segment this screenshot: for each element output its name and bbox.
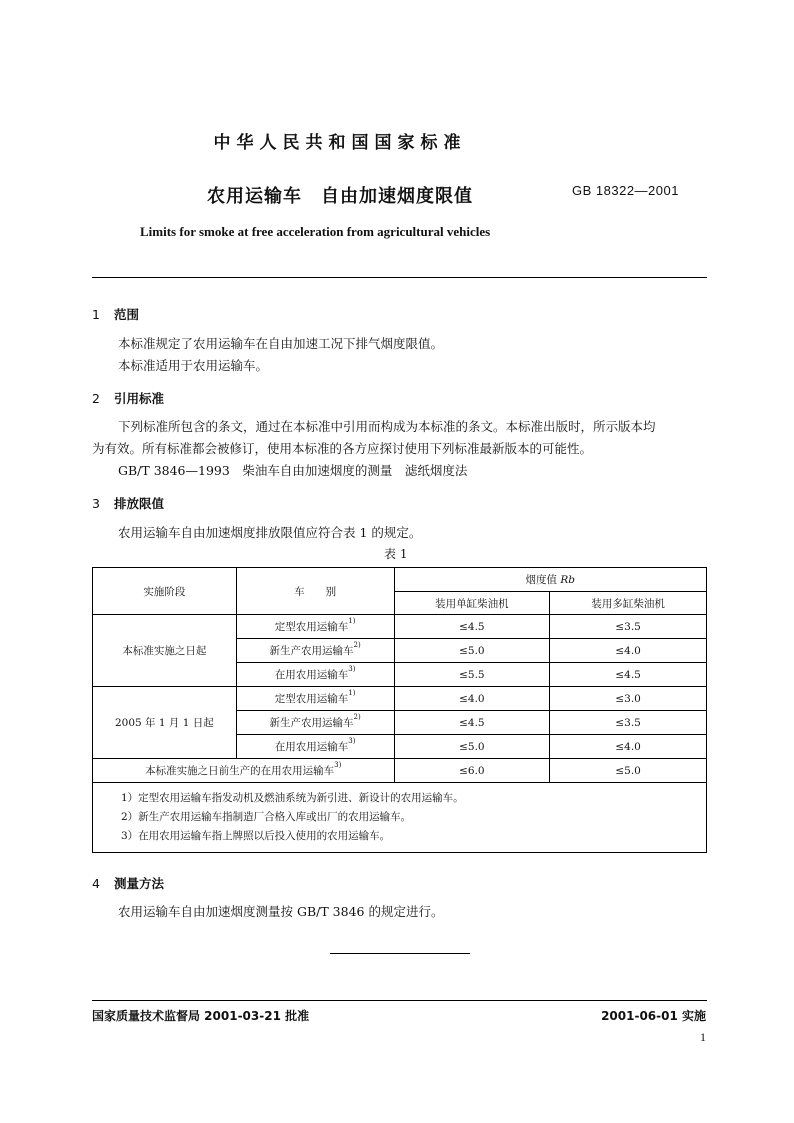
vehicle-label: 定型农用运输车 [274, 693, 349, 705]
section-4-heading [92, 874, 164, 892]
footnote-ref: 1) [348, 689, 356, 697]
end-rule [330, 953, 470, 954]
vehicle-label: 定型农用运输车 [274, 621, 349, 633]
vehicle-cell [236, 639, 394, 663]
multi-value: ≤3.5 [550, 711, 707, 735]
multi-value: ≤5.0 [550, 759, 707, 783]
vehicle-cell [236, 615, 394, 639]
section-title: 范围 [114, 307, 140, 322]
table-note: 1）定型农用运输车指发动机及燃油系统为新引进、新设计的农用运输车。 [121, 792, 464, 804]
section-2-heading [92, 389, 164, 407]
footnote-ref: 1) [348, 617, 356, 625]
section-1-paragraph-2: 本标准适用于农用运输车。 [118, 358, 269, 373]
vehicle-cell [236, 711, 394, 735]
header-smoke-value [394, 568, 707, 592]
section-2-paragraph-line-1: 下列标准所包含的条文，通过在本标准中引用而构成为本标准的条文。本标准出版时，所示版本均 [118, 419, 656, 434]
section-title: 排放限值 [114, 496, 165, 511]
approval-info: 国家质量技术监督局 2001-03-21 批准 [92, 1009, 310, 1023]
single-value: ≤4.0 [394, 687, 550, 711]
section-number: 1 [92, 307, 100, 322]
section-number: 4 [92, 876, 100, 891]
english-title: Limits for smoke at free acceleration from agricultural vehicles [140, 224, 491, 239]
vehicle-cell [236, 663, 394, 687]
stage-cell: 本标准实施之日起 [93, 615, 237, 687]
national-standard-heading: 中华人民共和国国家标准 [213, 133, 467, 153]
vehicle-label: 在用农用运输车 [274, 741, 349, 753]
pre-standard-vehicle-cell [93, 759, 395, 783]
page-number: 1 [700, 1030, 706, 1044]
footnote-ref: 3) [334, 761, 342, 769]
header-stage: 实施阶段 [93, 568, 237, 615]
multi-value: ≤4.0 [550, 735, 707, 759]
multi-value: ≤4.5 [550, 663, 707, 687]
footer-divider [92, 1000, 707, 1001]
header-single-cylinder: 装用单缸柴油机 [394, 592, 550, 615]
table-row [93, 615, 707, 639]
footnote-ref: 2) [353, 641, 361, 649]
vehicle-label: 新生产农用运输车 [269, 717, 354, 729]
footnote-ref: 3) [348, 665, 356, 673]
table-note: 2）新生产农用运输车指制造厂合格入库或出厂的农用运输车。 [121, 811, 412, 823]
section-3-paragraph: 农用运输车自由加速烟度排放限值应符合表 1 的规定。 [118, 525, 422, 540]
footnote-ref: 2) [353, 713, 361, 721]
vehicle-cell [236, 687, 394, 711]
table-notes [93, 783, 707, 853]
smoke-limit-table [92, 567, 707, 853]
standard-number: GB 18322—2001 [572, 183, 679, 198]
table-caption: 表 1 [384, 547, 408, 561]
multi-value: ≤3.0 [550, 687, 707, 711]
table-note: 3）在用农用运输车指上牌照以后投入使用的农用运输车。 [121, 830, 391, 842]
referenced-standard: GB/T 3846—1993 柴油车自由加速烟度的测量 滤纸烟度法 [118, 463, 468, 478]
table-row [93, 687, 707, 711]
vehicle-cell [236, 735, 394, 759]
header-divider [92, 277, 707, 278]
table-row [93, 759, 707, 783]
vehicle-label: 新生产农用运输车 [269, 645, 354, 657]
single-value: ≤5.0 [394, 735, 550, 759]
section-4-paragraph: 农用运输车自由加速烟度测量按 GB/T 3846 的规定进行。 [118, 904, 444, 919]
single-value: ≤4.5 [394, 615, 550, 639]
section-1-paragraph-1: 本标准规定了农用运输车在自由加速工况下排气烟度限值。 [118, 336, 444, 351]
single-value: ≤5.5 [394, 663, 550, 687]
stage-cell: 2005 年 1 月 1 日起 [93, 687, 237, 759]
footnote-ref: 3) [348, 737, 356, 745]
single-value: ≤6.0 [394, 759, 550, 783]
header-smoke-symbol: Rb [560, 574, 575, 586]
header-smoke-prefix: 烟度值 [525, 574, 561, 586]
header-multi-cylinder: 装用多缸柴油机 [550, 592, 707, 615]
vehicle-label: 本标准实施之日前生产的在用农用运输车 [145, 765, 335, 777]
section-number: 2 [92, 391, 100, 406]
section-number: 3 [92, 496, 100, 511]
header-vehicle: 车 别 [236, 568, 394, 615]
section-3-heading [92, 494, 164, 512]
multi-value: ≤4.0 [550, 639, 707, 663]
single-value: ≤4.5 [394, 711, 550, 735]
vehicle-label: 在用农用运输车 [274, 669, 349, 681]
section-title: 测量方法 [114, 876, 165, 891]
section-1-heading [92, 305, 139, 323]
table-header-row [93, 568, 707, 592]
multi-value: ≤3.5 [550, 615, 707, 639]
table-notes-row [93, 783, 707, 853]
single-value: ≤5.0 [394, 639, 550, 663]
effective-date: 2001-06-01 实施 [601, 1009, 706, 1023]
document-title: 农用运输车 自由加速烟度限值 [207, 186, 473, 207]
section-title: 引用标准 [114, 391, 165, 406]
section-2-paragraph-line-2: 为有效。所有标准都会被修订，使用本标准的各方应探讨使用下列标准最新版本的可能性。 [92, 441, 593, 456]
